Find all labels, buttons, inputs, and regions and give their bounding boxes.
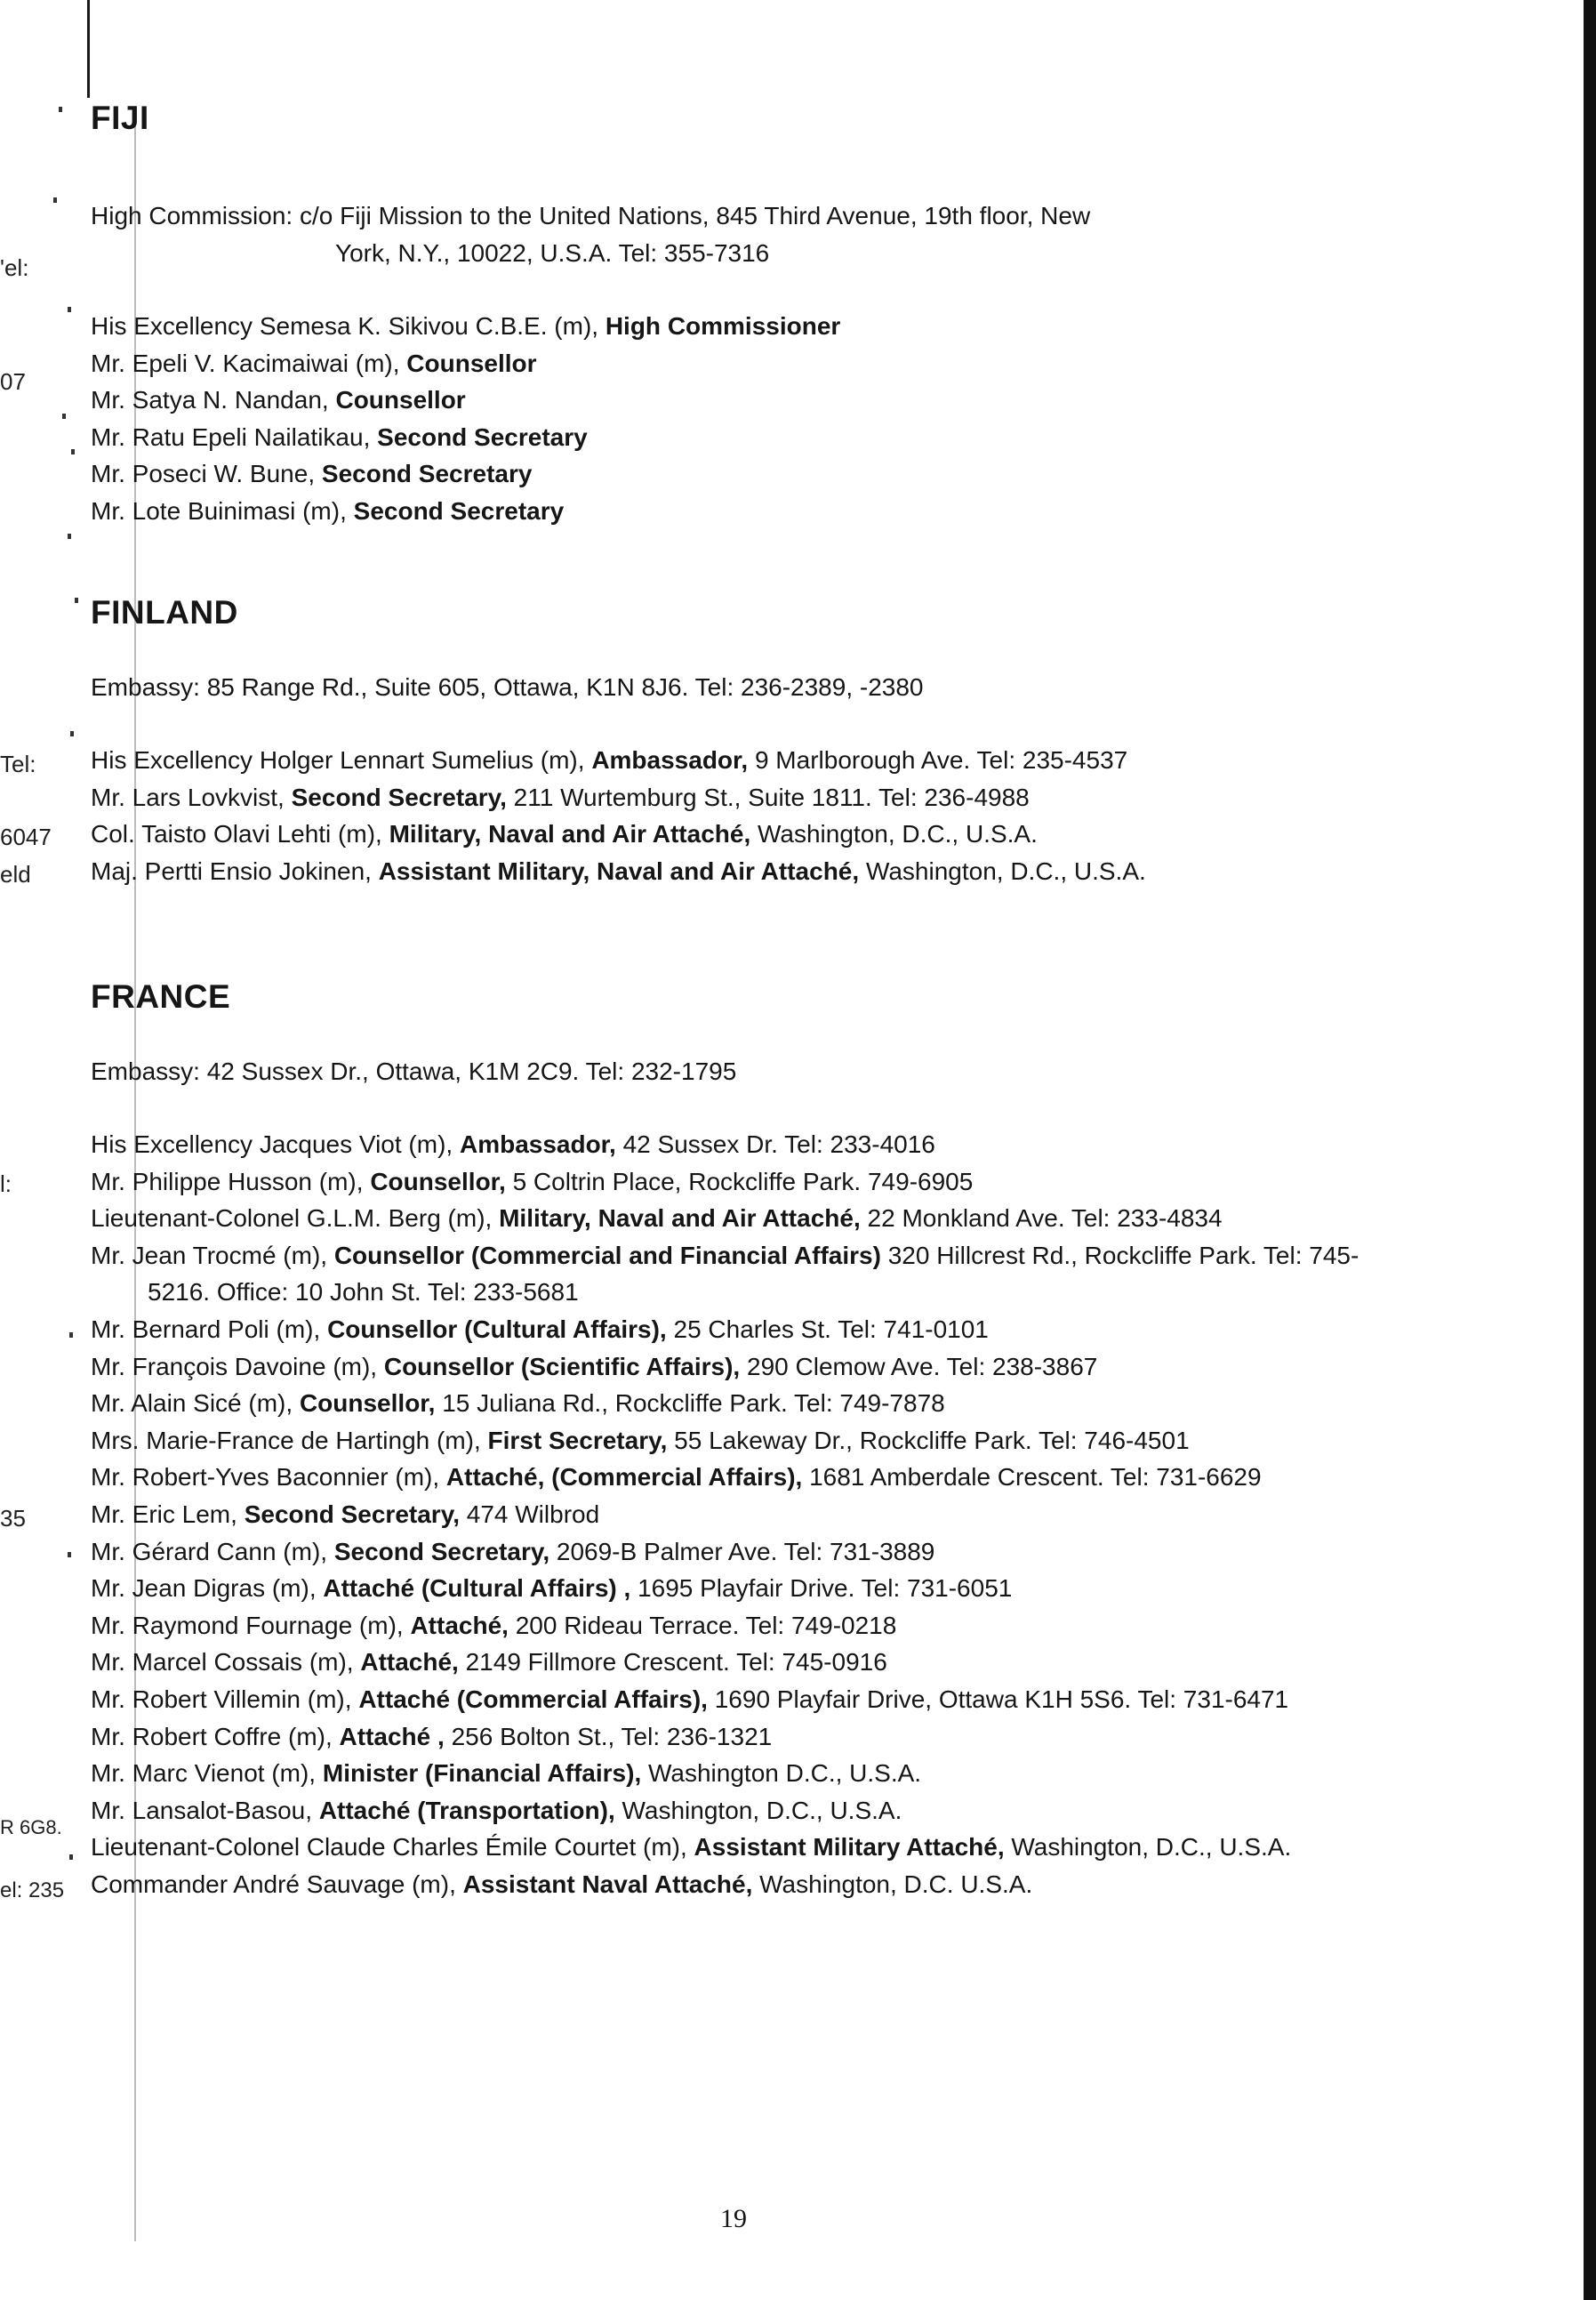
mission-address	[91, 197, 1371, 272]
country-heading: FINLAND	[91, 594, 238, 631]
staff-name: Mr. Gérard Cann (m),	[91, 1537, 328, 1565]
mission-address	[91, 669, 1371, 706]
staff-name: Col. Taisto Olavi Lehti (m),	[91, 820, 382, 848]
mission-address	[91, 1053, 1371, 1090]
scan-speck	[62, 414, 66, 419]
staff-name: His Excellency Semesa K. Sikivou C.B.E. (m),	[91, 312, 599, 340]
staff-name: Mr. Epeli V. Kacimaiwai (m),	[91, 349, 400, 377]
staff-entry	[91, 1533, 1371, 1571]
staff-details: Washington, D.C., U.S.A.	[865, 856, 1146, 885]
margin-fragment: el: 235	[0, 1878, 65, 1902]
staff-title: Counsellor	[335, 386, 466, 414]
staff-title: Attaché,	[360, 1648, 459, 1677]
staff-title: Second Secretary,	[291, 783, 507, 811]
scan-speck	[68, 1552, 71, 1557]
staff-title: Attaché, (Commercial Affairs),	[445, 1463, 803, 1492]
staff-title: Attaché (Cultural Affairs) ,	[323, 1574, 631, 1603]
scan-speck	[69, 1854, 73, 1860]
staff-entry	[91, 1792, 1371, 1830]
staff-name: Mr. Marc Vienot (m),	[91, 1759, 317, 1788]
staff-title: Ambassador,	[459, 1130, 616, 1158]
staff-details: Washington, D.C., U.S.A.	[758, 820, 1038, 848]
staff-details: 320 Hillcrest Rd., Rockcliffe Park. Tel: 745-5216. Office: 10 John St. Tel: 233-5681	[148, 1241, 1359, 1307]
page-number: 19	[720, 2204, 747, 2233]
staff-entry	[91, 1570, 1371, 1607]
staff-list	[91, 308, 1371, 530]
staff-entry	[91, 1644, 1371, 1681]
staff-list	[91, 1126, 1371, 1902]
margin-fragment: l:	[0, 1170, 12, 1197]
staff-details: 15 Juliana Rd., Rockcliffe Park. Tel: 749-7878	[442, 1389, 945, 1418]
staff-details: 55 Lakeway Dr., Rockcliffe Park. Tel: 746-4501	[674, 1426, 1190, 1454]
staff-entry	[91, 1829, 1371, 1866]
staff-title: Second Secretary	[321, 460, 533, 488]
staff-name: Maj. Pertti Ensio Jokinen,	[91, 856, 372, 885]
staff-list	[91, 742, 1371, 889]
staff-entry	[91, 1681, 1371, 1718]
staff-name: His Excellency Jacques Viot (m),	[91, 1130, 453, 1158]
staff-entry	[91, 1459, 1371, 1496]
section-finland	[91, 594, 1371, 889]
staff-title: High Commissioner	[605, 312, 841, 340]
staff-title: Attaché (Transportation),	[318, 1796, 615, 1824]
scan-speck	[69, 1332, 73, 1338]
scan-page-edge	[1584, 0, 1596, 2300]
staff-entry	[91, 1163, 1371, 1201]
staff-title: Attaché (Commercial Affairs),	[358, 1685, 708, 1713]
staff-entry	[91, 1348, 1371, 1386]
staff-title: Counsellor	[406, 349, 537, 377]
staff-entry	[91, 1200, 1371, 1237]
staff-details: Washington, D.C., U.S.A.	[622, 1796, 902, 1824]
staff-title: Counsellor (Cultural Affairs),	[327, 1315, 667, 1343]
staff-name: Mr. Robert-Yves Baconnier (m),	[91, 1463, 440, 1492]
staff-name: His Excellency Holger Lennart Sumelius (m),	[91, 746, 585, 774]
margin-fragment: eld	[0, 861, 31, 888]
margin-fragment: 07	[0, 368, 26, 395]
staff-name: Mr. Lote Buinimasi (m),	[91, 496, 347, 525]
staff-title: Assistant Military, Naval and Air Attaché,	[378, 856, 860, 885]
staff-entry	[91, 345, 1371, 382]
staff-details: 256 Bolton St., Tel: 236-1321	[451, 1722, 773, 1750]
staff-details: 1681 Amberdale Crescent. Tel: 731-6629	[809, 1463, 1262, 1492]
staff-details: 2069-B Palmer Ave. Tel: 731-3889	[556, 1537, 935, 1565]
staff-entry	[91, 493, 1371, 530]
staff-name: Mr. Robert Coffre (m),	[91, 1722, 333, 1750]
margin-fragment: 35	[0, 1505, 26, 1532]
staff-name: Lieutenant-Colonel G.L.M. Berg (m),	[91, 1204, 493, 1233]
scan-speck	[70, 731, 74, 736]
staff-title: Attaché ,	[339, 1722, 445, 1750]
staff-details: 42 Sussex Dr. Tel: 233-4016	[622, 1130, 935, 1158]
staff-title: Counsellor (Commercial and Financial Affairs)	[333, 1241, 881, 1269]
scan-speck	[68, 534, 71, 539]
staff-entry	[91, 1422, 1371, 1460]
staff-name: Lieutenant-Colonel Claude Charles Émile Courtet (m),	[91, 1833, 687, 1862]
country-heading: FIJI	[91, 100, 149, 136]
staff-name: Mr. Poseci W. Bune,	[91, 460, 316, 488]
staff-entry	[91, 779, 1371, 816]
staff-details: 200 Rideau Terrace. Tel: 749-0218	[515, 1611, 897, 1639]
staff-details: Washington, D.C., U.S.A.	[1011, 1833, 1292, 1862]
staff-details: 2149 Fillmore Crescent. Tel: 745-0916	[465, 1648, 887, 1677]
staff-entry	[91, 816, 1371, 853]
margin-fragment: R 6G8.	[0, 1816, 62, 1838]
mission-label: Embassy:	[91, 673, 200, 701]
staff-entry	[91, 1755, 1371, 1792]
staff-name: Mr. Robert Villemin (m),	[91, 1685, 352, 1713]
staff-details: 9 Marlborough Ave. Tel: 235-4537	[754, 746, 1128, 774]
staff-entry	[91, 1237, 1371, 1311]
staff-name: Mr. Ratu Epeli Nailatikau,	[91, 422, 371, 451]
staff-entry	[91, 419, 1371, 456]
staff-details: Washington, D.C. U.S.A.	[759, 1870, 1033, 1898]
staff-entry	[91, 382, 1371, 419]
mission-line: 85 Range Rd., Suite 605, Ottawa, K1N 8J6. Tel: 236-2389, -2380	[206, 673, 924, 701]
staff-details: 474 Wilbrod	[466, 1500, 600, 1528]
scan-speck	[71, 449, 75, 454]
mission-line: York, N.Y., 10022, U.S.A. Tel: 355-7316	[335, 239, 770, 267]
staff-details: Washington D.C., U.S.A.	[648, 1759, 922, 1788]
staff-details: 22 Monkland Ave. Tel: 233-4834	[867, 1204, 1223, 1233]
staff-entry	[91, 1385, 1371, 1422]
scan-speck	[53, 197, 57, 203]
staff-name: Mr. Jean Digras (m),	[91, 1574, 317, 1603]
mission-label: Embassy:	[91, 1058, 200, 1085]
staff-entry	[91, 1607, 1371, 1645]
staff-title: First Secretary,	[487, 1426, 668, 1454]
staff-name: Mr. Raymond Fournage (m),	[91, 1611, 404, 1639]
staff-details: 1695 Playfair Drive. Tel: 731-6051	[638, 1574, 1013, 1603]
staff-title: Military, Naval and Air Attaché,	[499, 1204, 861, 1233]
staff-name: Mr. Eric Lem,	[91, 1500, 237, 1528]
scan-speck	[59, 107, 62, 112]
scan-speck	[75, 598, 78, 603]
staff-entry	[91, 742, 1371, 779]
staff-entry	[91, 1496, 1371, 1533]
staff-name: Mr. Bernard Poli (m),	[91, 1315, 321, 1343]
staff-title: Attaché,	[410, 1611, 509, 1639]
staff-entry	[91, 1866, 1371, 1903]
margin-fragment: Tel:	[0, 751, 36, 777]
staff-name: Mr. Philippe Husson (m),	[91, 1167, 364, 1195]
staff-details: 5 Coltrin Place, Rockcliffe Park. 749-6905	[512, 1167, 974, 1195]
margin-fragment: 6047	[0, 824, 52, 850]
section-fiji	[91, 100, 1371, 530]
staff-title: Counsellor (Scientific Affairs),	[383, 1352, 741, 1380]
staff-name: Mr. Alain Sicé (m),	[91, 1389, 293, 1418]
staff-entry	[91, 455, 1371, 493]
staff-title: Minister (Financial Affairs),	[322, 1759, 642, 1788]
staff-name: Mr. Marcel Cossais (m),	[91, 1648, 354, 1677]
staff-title: Second Secretary	[353, 496, 565, 525]
staff-title: Second Secretary,	[333, 1537, 550, 1565]
mission-line: 42 Sussex Dr., Ottawa, K1M 2C9. Tel: 232-1795	[206, 1058, 737, 1085]
staff-name: Commander André Sauvage (m),	[91, 1870, 456, 1898]
staff-entry	[91, 1718, 1371, 1756]
country-heading: FRANCE	[91, 978, 231, 1015]
staff-name: Mr. Satya N. Nandan,	[91, 386, 329, 414]
section-france	[91, 978, 1371, 1902]
staff-title: Ambassador,	[591, 746, 749, 774]
staff-name: Mr. Jean Trocmé (m),	[91, 1241, 328, 1269]
staff-title: Military, Naval and Air Attaché,	[389, 820, 751, 848]
staff-entry	[91, 308, 1371, 345]
staff-title: Assistant Naval Attaché,	[462, 1870, 753, 1898]
mission-line: c/o Fiji Mission to the United Nations, 845 Third Avenue, 19th floor, New	[299, 202, 1091, 229]
staff-entry	[91, 1126, 1371, 1163]
scan-speck	[68, 307, 71, 312]
scan-artifact-line	[87, 0, 90, 98]
mission-label: High Commission:	[91, 202, 293, 229]
staff-entry	[91, 853, 1371, 890]
staff-name: Mr. Lars Lovkvist,	[91, 783, 285, 811]
staff-name: Mr. François Davoine (m),	[91, 1352, 378, 1380]
staff-details: 290 Clemow Ave. Tel: 238-3867	[747, 1352, 1098, 1380]
staff-title: Second Secretary,	[244, 1500, 460, 1528]
staff-title: Assistant Military Attaché,	[694, 1833, 1005, 1862]
staff-title: Second Secretary	[377, 422, 588, 451]
staff-entry	[91, 1311, 1371, 1348]
staff-title: Counsellor,	[370, 1167, 506, 1195]
staff-details: 211 Wurtemburg St., Suite 1811. Tel: 236-4988	[513, 783, 1030, 811]
staff-title: Counsellor,	[299, 1389, 436, 1418]
staff-details: 1690 Playfair Drive, Ottawa K1H 5S6. Tel: 731-6471	[714, 1685, 1289, 1713]
staff-name: Mrs. Marie-France de Hartingh (m),	[91, 1426, 481, 1454]
staff-name: Mr. Lansalot-Basou,	[91, 1796, 313, 1824]
staff-details: 25 Charles St. Tel: 741-0101	[673, 1315, 989, 1343]
margin-fragment: 'el:	[0, 254, 29, 281]
